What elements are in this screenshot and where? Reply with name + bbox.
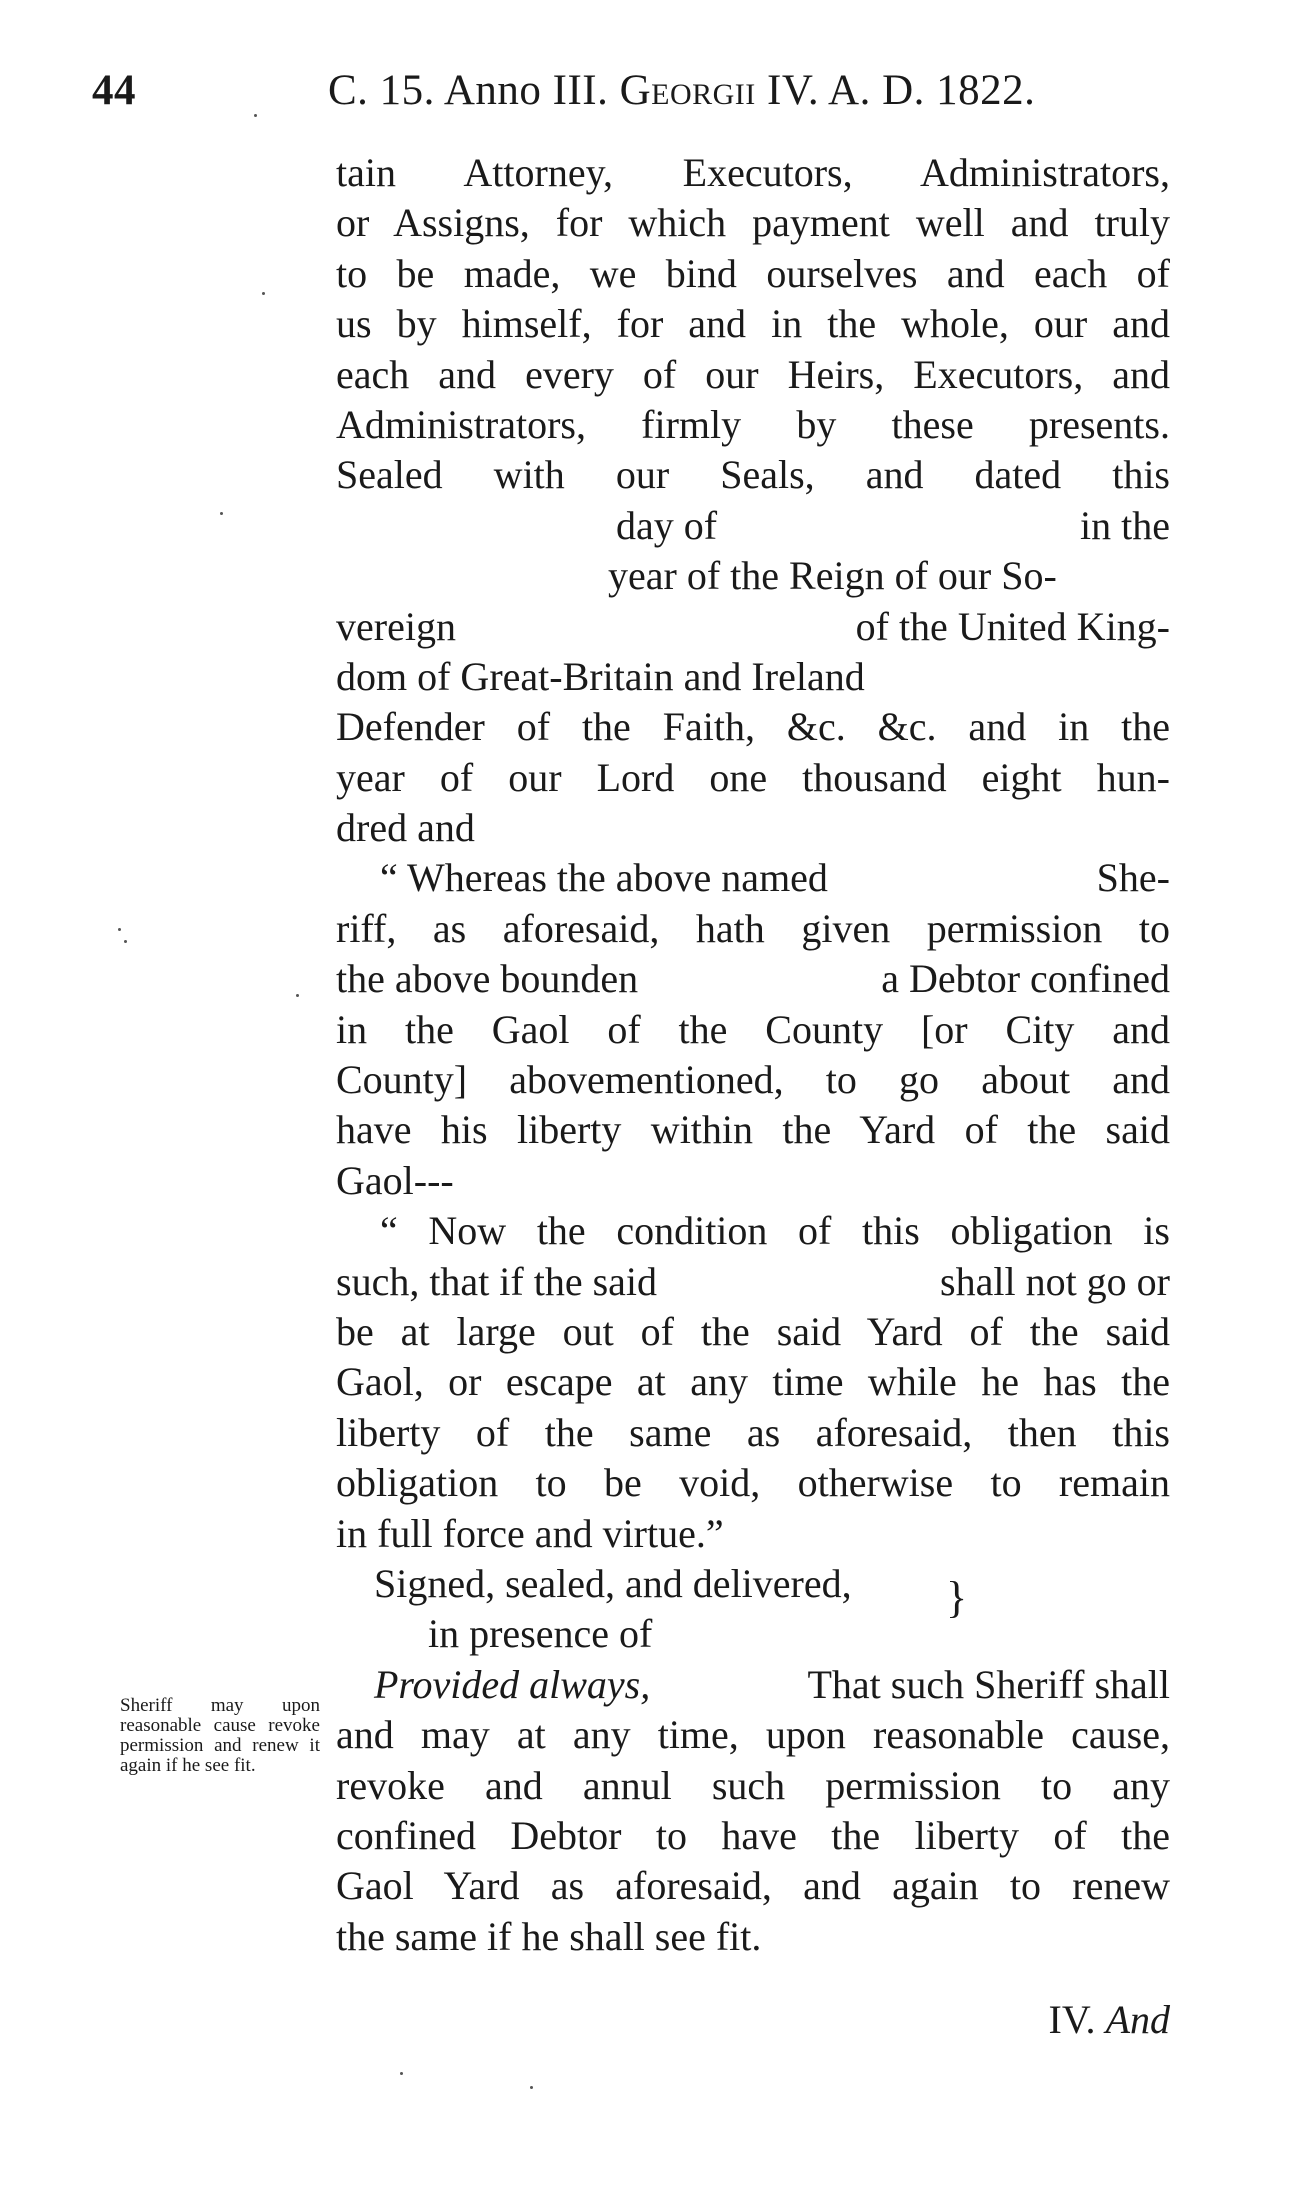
bounden-line: [336, 954, 1170, 1004]
georgii-label: Georgii: [619, 67, 756, 114]
presence-line: [336, 1609, 1170, 1659]
shall-not-text: shall not go or: [940, 1258, 1170, 1304]
text-line: dred and: [336, 805, 475, 851]
text-line: confined Debtor to have the liberty of the: [336, 1812, 1170, 1858]
in-the-text: in the: [1080, 502, 1170, 548]
united-kingdom-text: of the United King-: [855, 603, 1170, 649]
text-line: obligation to be void, otherwise to remain: [336, 1460, 1170, 1506]
text-line: dom of Great-Britain and Ireland: [336, 653, 865, 699]
ink-speck: [400, 2072, 403, 2075]
date-blank-line-1: [336, 501, 1170, 551]
text-line: riff, as aforesaid, hath given permission to: [336, 905, 1170, 951]
ink-speck: [262, 292, 265, 295]
text-line: each and every of our Heirs, Executors, and: [336, 351, 1170, 397]
such-line: [336, 1257, 1170, 1307]
text-line: the same if he shall see fit.: [336, 1913, 762, 1959]
text-line: Gaol---: [336, 1157, 454, 1203]
year-label: A. D. 1822.: [828, 67, 1036, 114]
body-text: [336, 148, 1170, 1962]
date-blank-line-3: [336, 602, 1170, 652]
text-line: in the Gaol of the County [or City and: [336, 1006, 1170, 1052]
provided-italic-text: Provided always,: [374, 1661, 651, 1707]
running-head: [328, 66, 1035, 115]
presence-text: in presence of: [428, 1611, 653, 1657]
page-number: 44: [92, 67, 136, 114]
text-line: us by himself, for and in the whole, our and: [336, 301, 1170, 347]
text-line: liberty of the same as aforesaid, then this: [336, 1409, 1170, 1455]
brace-icon: }: [946, 1572, 968, 1622]
chapter-label: C. 15.: [328, 67, 435, 114]
ink-speck: [124, 940, 127, 943]
catchword: [990, 1996, 1170, 2043]
catchword-number: IV.: [1048, 1997, 1096, 2042]
debtor-text: a Debtor confined: [881, 956, 1170, 1002]
ink-speck: [530, 2086, 533, 2089]
text-line: year of our Lord one thousand eight hun-: [336, 754, 1170, 800]
margin-note: Sheriff may upon reasonable cause revoke permission and renew it again if he see fit.: [120, 1695, 320, 1776]
text-line: be at large out of the said Yard of the said: [336, 1308, 1170, 1354]
page-header: [92, 66, 1182, 126]
whereas-text: “ Whereas the above named: [380, 855, 828, 901]
ink-speck: [118, 928, 121, 931]
text-line: to be made, we bind ourselves and each of: [336, 250, 1170, 296]
text-line: Administrators, firmly by these presents.: [336, 401, 1170, 447]
signed-line: [336, 1559, 1170, 1622]
text-line: in full force and virtue.”: [336, 1510, 724, 1556]
signed-text: Signed, sealed, and delivered,: [374, 1560, 852, 1606]
text-line: tain Attorney, Executors, Administrators,: [336, 150, 1170, 195]
day-of-text: day of: [616, 502, 718, 548]
ink-speck: [296, 994, 299, 997]
reign-label: IV.: [767, 67, 820, 114]
such-text: such, that if the said: [336, 1258, 658, 1304]
text-line: Defender of the Faith, &c. &c. and in the: [336, 704, 1170, 750]
now-line: “ Now the condition of this obligation is: [380, 1208, 1170, 1254]
provided-rest-text: That such Sheriff shall: [807, 1661, 1170, 1707]
sheriff-text: She-: [1096, 855, 1170, 901]
whereas-line: [336, 853, 1170, 903]
text-line: and may at any time, upon reasonable cause,: [336, 1712, 1170, 1758]
anno-label: Anno III.: [443, 67, 609, 114]
text-line: Gaol, or escape at any time while he has the: [336, 1359, 1170, 1405]
date-blank-line-2: [336, 551, 1170, 601]
reign-text: year of the Reign of our So-: [608, 553, 1057, 599]
text-line: Sealed with our Seals, and dated this: [336, 452, 1170, 498]
text-line: County] abovementioned, to go about and: [336, 1057, 1170, 1103]
provided-line: [336, 1660, 1170, 1710]
ink-speck: [254, 114, 257, 117]
vereign-text: vereign: [336, 603, 456, 649]
text-line: Gaol Yard as aforesaid, and again to renew: [336, 1863, 1170, 1909]
text-line: have his liberty within the Yard of the said: [336, 1107, 1170, 1153]
catchword-word: And: [1105, 1997, 1170, 2042]
ink-speck: [220, 512, 223, 515]
text-line: revoke and annul such permission to any: [336, 1762, 1170, 1808]
bounden-text: the above bounden: [336, 956, 639, 1002]
text-line: or Assigns, for which payment well and truly: [336, 200, 1170, 246]
